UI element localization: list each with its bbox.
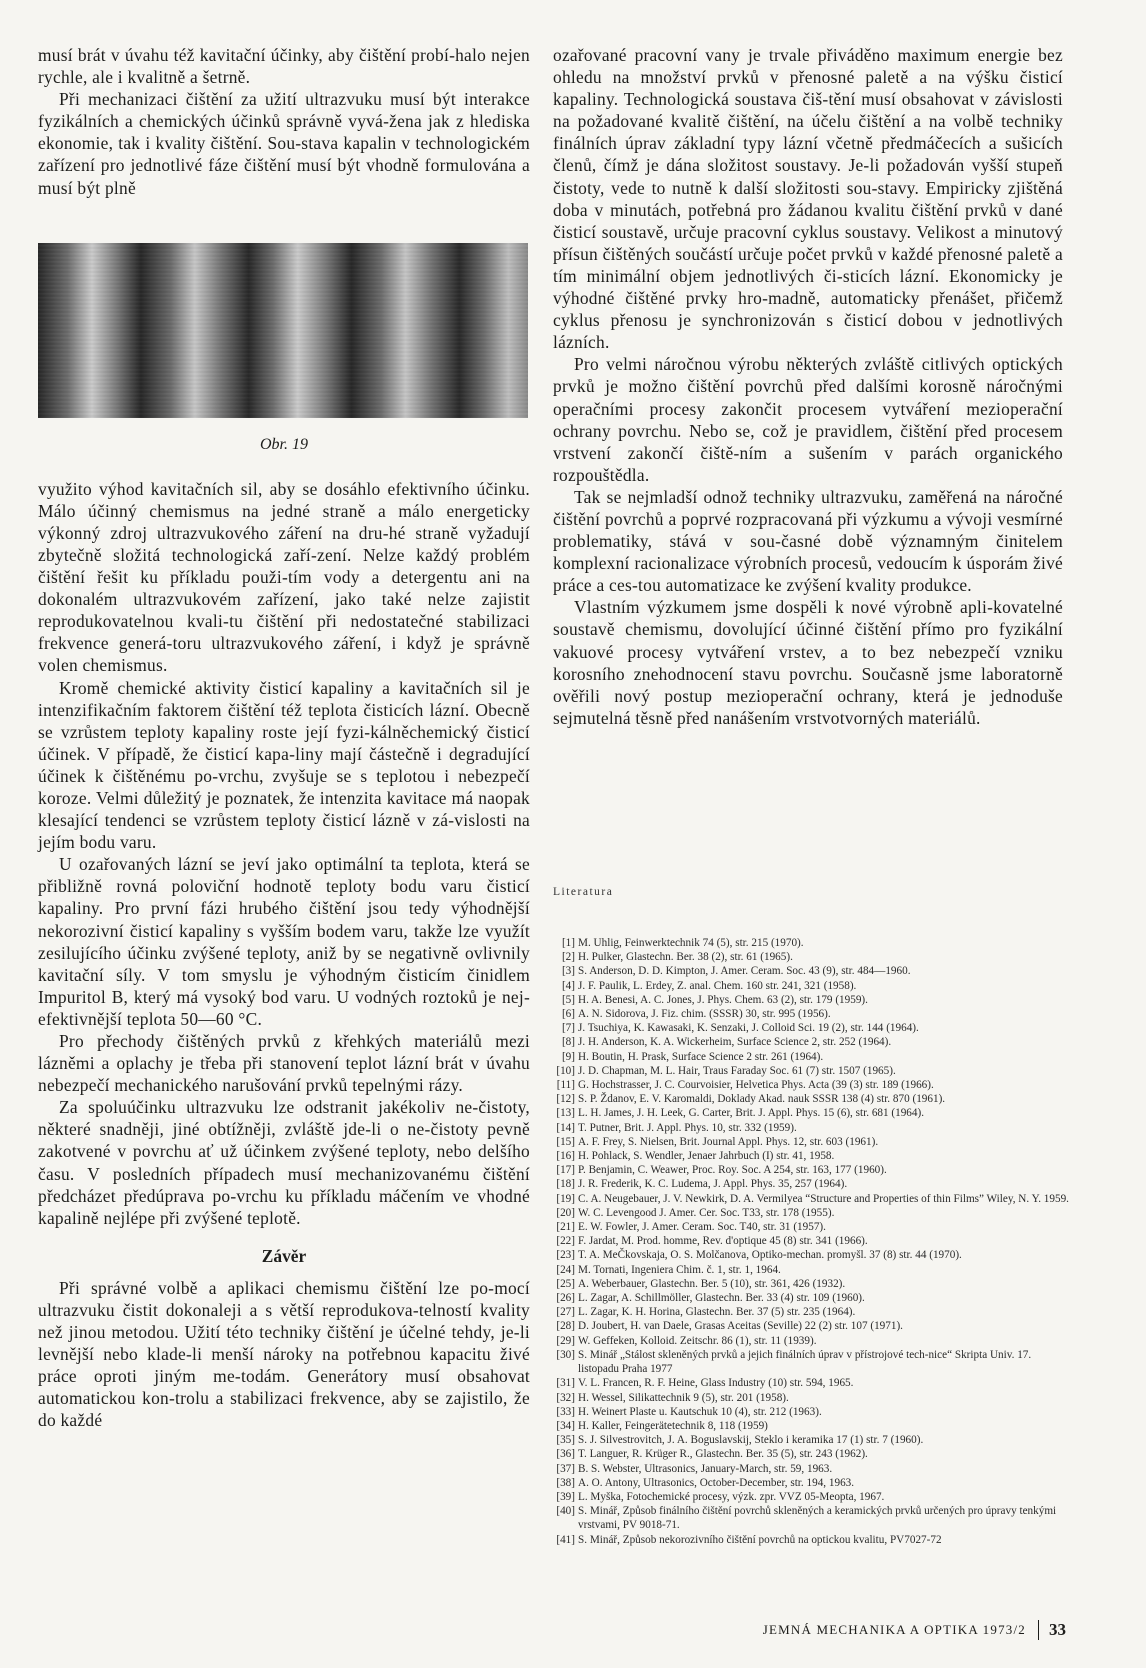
reference-text: V. L. Francen, R. F. Heine, Glass Industry (10) str. 594, 1965.: [578, 1377, 854, 1390]
reference-text: S. P. Ždanov, E. V. Karomaldi, Doklady Akad. nauk SSSR 138 (4) str. 870 (1961).: [578, 1093, 946, 1106]
reference-item: [553, 1035, 1073, 1049]
reference-number: [23]: [556, 1249, 575, 1262]
reference-text: H. Weinert Plaste u. Kautschuk 10 (4), str. 212 (1963).: [578, 1405, 822, 1418]
paragraph: U ozařovaných lázní se jeví jako optimální ta teplota, která se přibližně rovná poloviční hodnotě teploty bodu varu čisticí kapaliny. Pro první fázi hrubého čištění jsou tedy výhodnější nekorozivní čisticí kapaliny s vyšším bodem varu, takže lze využít zesilujícího účinku zvýšené teploty, aniž by se negativně ovlivnily kavitační síly. V tom smyslu je výhodným čisticím činidlem Impuritol B, který má vysoký bod varu. U vodných roztoků je nej-efektivnější teplota 50—60 °C.: [38, 854, 530, 1029]
reference-text: A. O. Antony, Ultrasonics, October-December, str. 194, 1963.: [578, 1476, 855, 1489]
reference-number: [4]: [561, 979, 575, 992]
reference-item: [553, 1248, 1073, 1262]
reference-text: T. Putner, Brit. J. Appl. Phys. 10, str. 332 (1959).: [578, 1121, 797, 1134]
reference-number: [18]: [556, 1178, 575, 1191]
reference-number: [9]: [561, 1050, 575, 1063]
reference-text: S. Minář „Stálost skleněných prvků a jejich finálních úprav v přístrojové tech-nice“ Skripta Univ. 17. listopadu Praha 1977: [578, 1348, 1032, 1376]
paragraph: Tak se nejmladší odnož techniky ultrazvuku, zaměřená na náročné čištění povrchů a poprvé rozpracovaná při výzkumu a vývoji vesmírné problematiky, stává v sou-časné době významným činitelem komplexní racionalizace výrobních procesů, vedoucím k úsporám živé práce a ces-tou automatizace ke zvýšení kvality produkce.: [553, 486, 1063, 596]
footer-divider: [1038, 1620, 1039, 1640]
reference-number: [5]: [561, 993, 575, 1006]
reference-number: [25]: [556, 1277, 575, 1290]
reference-number: [3]: [561, 965, 575, 978]
reference-item: [553, 1163, 1073, 1177]
reference-item: [553, 936, 1073, 950]
reference-item: [553, 1149, 1073, 1163]
right-column: [553, 44, 1063, 729]
reference-text: E. W. Fowler, J. Amer. Ceram. Soc. T40, str. 31 (1957).: [578, 1221, 826, 1234]
reference-item: [553, 1121, 1073, 1135]
reference-text: H. Boutin, H. Prask, Surface Science 2 str. 261 (1964).: [578, 1050, 824, 1063]
reference-number: [17]: [556, 1164, 575, 1177]
reference-item: [553, 1092, 1073, 1106]
reference-item: [553, 1277, 1073, 1291]
reference-number: [22]: [556, 1235, 575, 1248]
reference-number: [36]: [556, 1448, 575, 1461]
paragraph: Při mechanizaci čištění za užití ultrazvuku musí být interakce fyzikálních a chemických účinků správně vyvá-žena jak z hlediska ekonomie, tak i kvality čištění. Sou-stava kapalin v technologickém zařízení pro jednotlivé fáze čištění musí být vhodně formulována a musí být plně: [38, 89, 530, 198]
reference-item: [553, 1192, 1073, 1206]
reference-item: [553, 1064, 1073, 1078]
paragraph: Vlastním výzkumem jsme dospěli k nové výrobně apli-kovatelné soustavě chemismu, dovolující účinné čištění přímo pro fyzikální vakuové procesy vytváření vrstev, a to bez nebezpečí vzniku korosního znehodnocení stavu povrchu. Současně jsme laboratorně ověřili nový postup mezioperační ochrany, která je jednoduše sejmutelná těsně před nanášením vrstvotvorných materiálů.: [553, 597, 1063, 728]
reference-number: [28]: [556, 1320, 575, 1333]
reference-number: [41]: [556, 1533, 575, 1546]
reference-item: [553, 1447, 1073, 1461]
reference-item: [553, 1291, 1073, 1305]
reference-number: [24]: [556, 1263, 575, 1276]
reference-number: [37]: [556, 1462, 575, 1475]
reference-text: H. Kaller, Feingerätetechnik 8, 118 (1959): [578, 1419, 768, 1432]
reference-text: S. Anderson, D. D. Kimpton, J. Amer. Ceram. Soc. 43 (9), str. 484—1960.: [578, 965, 911, 978]
reference-item: [553, 1319, 1073, 1333]
reference-text: C. A. Neugebauer, J. V. Newkirk, D. A. Vermilyea “Structure and Properties of thin Films” Wiley, N. Y. 1959.: [578, 1192, 1069, 1205]
reference-text: A. Weberbauer, Glastechn. Ber. 5 (10), str. 361, 426 (1932).: [578, 1277, 846, 1290]
reference-number: [32]: [556, 1391, 575, 1404]
reference-number: [2]: [561, 951, 575, 964]
reference-item: [553, 979, 1073, 993]
reference-number: [33]: [556, 1405, 575, 1418]
reference-number: [31]: [556, 1377, 575, 1390]
reference-number: [10]: [556, 1064, 575, 1077]
reference-text: T. Languer, R. Krüger R., Glastechn. Ber. 35 (5), str. 243 (1962).: [578, 1448, 868, 1461]
reference-text: H. Pohlack, S. Wendler, Jenaer Jahrbuch (I) str. 41, 1958.: [578, 1150, 835, 1163]
reference-item: [553, 1177, 1073, 1191]
reference-text: P. Benjamin, C. Weawer, Proc. Roy. Soc. A 254, str. 163, 177 (1960).: [578, 1164, 887, 1177]
reference-item: [553, 1078, 1073, 1092]
reference-item: [553, 1419, 1073, 1433]
reference-number: [8]: [561, 1036, 575, 1049]
reference-text: L. Zagar, A. Schillmöller, Glastechn. Ber. 33 (4) str. 109 (1960).: [578, 1292, 865, 1305]
reference-item: [553, 1490, 1073, 1504]
reference-item: [553, 1263, 1073, 1277]
reference-text: B. S. Webster, Ultrasonics, January-March, str. 59, 1963.: [578, 1462, 833, 1475]
reference-text: T. A. MeČkovskaja, O. S. Molčanova, Optiko-mechan. promyšl. 37 (8) str. 44 (1970).: [578, 1249, 962, 1262]
reference-number: [35]: [556, 1434, 575, 1447]
reference-number: [39]: [556, 1490, 575, 1503]
paragraph: Při správné volbě a aplikaci chemismu čištění lze po-mocí ultrazvuku čistit dokonaleji a s větší reprodukova-telností kvality než jinou metodou. Užití této techniky čištění je účelné tehdy, je-li levnější nebo klade-li menší nároky na potřebnou kapacitu živé práce oproti jiným me-todám. Generátory musí obsahovat automatickou kon-trolu a stabilizaci frekvence, aby se zajistilo, že do každé: [38, 1277, 530, 1431]
reference-text: A. N. Sidorova, J. Fiz. chim. (SSSR) 30, str. 995 (1956).: [578, 1008, 831, 1021]
reference-number: [20]: [556, 1206, 575, 1219]
paragraph: Pro přechody čištěných prvků z křehkých materiálů mezi lázněmi a oplachy je třeba při stanovení teplot lázní brát v úvahu nebezpečí mechanického narušování prvků tepelnými rázy.: [38, 1031, 530, 1096]
reference-text: J. F. Paulik, L. Erdey, Z. anal. Chem. 160 str. 241, 321 (1958).: [578, 979, 857, 992]
reference-number: [30]: [556, 1348, 575, 1361]
reference-number: [13]: [556, 1107, 575, 1120]
reference-text: F. Jardat, M. Prod. homme, Rev. d'optique 45 (8) str. 341 (1966).: [578, 1235, 868, 1248]
paragraph: Kromě chemické aktivity čisticí kapaliny a kavitačních sil je intenzifikačním faktorem čištění též teplota čisticích lázní. Obecně se vzrůstem teploty kapaliny roste její fyzi-kálněchemický čisticí účinek. V případě, že čisticí kapa-liny mají částečně i degradující účinek k čištěnému po-vrchu, zvyšuje se s teplotou i nebezpečí koroze. Velmi důležitý je poznatek, že intenzita kavitace má naopak klesající tendenci se vzrůstem teploty čisticí lázně v zá-vislosti na jejím bodu varu.: [38, 677, 530, 853]
reference-number: [7]: [561, 1022, 575, 1035]
reference-number: [26]: [556, 1292, 575, 1305]
reference-item: [553, 964, 1073, 978]
references-list: [553, 936, 1073, 1547]
reference-text: M. Tornati, Ingeniera Chim. č. 1, str. 1, 1964.: [578, 1263, 781, 1276]
reference-text: S. Minář, Způsob finálního čištění povrchů skleněných a keramických prvků určených pro úpravy tenkými vrstvami, PV 9018-71.: [578, 1505, 1057, 1532]
reference-text: S. Minář, Způsob nekorozivního čištění povrchů na optickou kvalitu, PV7027-72: [578, 1533, 942, 1546]
paragraph: Za spoluúčinku ultrazvuku lze odstranit jakékoliv ne-čistoty, některé snadněji, jiné obtížněji, zvláště jde-li o ne-čistoty pevně zakotvené v povrchu ať už účinkem zvýšené teploty, nebo delšího času. V posledních případech musí mechanizovanému čištění předcházet předúprava po-vrchu ku příkladu máčením ve vhodné kapalině nejlépe při zvýšené teplotě.: [38, 1097, 530, 1228]
reference-number: [34]: [556, 1419, 575, 1432]
reference-item: [553, 1106, 1073, 1120]
page-number: 33: [1049, 1620, 1066, 1639]
reference-text: W. Geffeken, Kolloid. Zeitschr. 86 (1), str. 11 (1939).: [578, 1334, 817, 1347]
reference-number: [21]: [556, 1221, 575, 1234]
reference-text: D. Joubert, H. van Daele, Grasas Aceitas (Seville) 22 (2) str. 107 (1971).: [578, 1320, 903, 1333]
reference-text: J. H. Anderson, K. A. Wickerheim, Surface Science 2, str. 252 (1964).: [578, 1036, 892, 1049]
reference-item: [553, 1391, 1073, 1405]
reference-item: [553, 1007, 1073, 1021]
reference-number: [16]: [556, 1150, 575, 1163]
reference-text: L. H. James, J. H. Leek, G. Carter, Brit. J. Appl. Phys. 15 (6), str. 681 (1964).: [578, 1107, 925, 1120]
reference-text: W. C. Levengood J. Amer. Cer. Soc. T33, str. 178 (1955).: [578, 1206, 835, 1219]
reference-number: [11]: [556, 1079, 575, 1092]
reference-number: [38]: [556, 1476, 575, 1489]
reference-item: [553, 1334, 1073, 1348]
reference-item: [553, 993, 1073, 1007]
reference-number: [15]: [556, 1135, 575, 1148]
reference-number: [12]: [556, 1093, 575, 1106]
reference-number: [14]: [556, 1121, 575, 1134]
reference-text: L. Myška, Fotochemické procesy, výzk. zpr. VVZ 05-Meopta, 1967.: [578, 1490, 885, 1503]
left-column: [38, 44, 530, 1432]
reference-number: [1]: [561, 937, 575, 949]
reference-text: J. D. Chapman, M. L. Hair, Traus Faraday Soc. 61 (7) str. 1507 (1965).: [578, 1064, 896, 1077]
reference-text: H. Wessel, Silikattechnik 9 (5), str. 201 (1958).: [578, 1391, 789, 1404]
reference-number: [27]: [556, 1306, 575, 1319]
reference-item: [553, 1504, 1073, 1532]
paragraph: využito výhod kavitačních sil, aby se dosáhlo efektivního účinku. Málo účinný chemismus na jedné straně a málo energeticky výkonný zdroj ultrazvukového záření na dru-hé straně vyžadují zbytečně složitá technologická zaří-zení. Nelze každý problém čištění řešit ku příkladu použi-tím vody a detergentu ani na dokonalém ultrazvukovém zařízení, jako také nelze zajistit reprodukovatelnou kvali-tu čištění při nedostatečné stabilizaci frekvence generá-toru ultrazvukového záření, i když je správně volen chemismus.: [38, 478, 530, 676]
reference-item: [553, 1305, 1073, 1319]
references-title: Literatura: [553, 886, 614, 898]
paragraph: Pro velmi náročnou výrobu některých zvláště citlivých optických prvků je možno čištění povrchů před dalšími korosně náročnými operačními procesy zakončit procesem vytváření mezioperační ochrany povrchu. Nebo se, což je pravidlem, čištění před procesem vrstvení zakončí čiště-ním a sušením v parách organického rozpouštědla.: [553, 354, 1063, 485]
figure-caption: Obr. 19: [259, 435, 308, 453]
reference-item: [553, 1405, 1073, 1419]
reference-item: [553, 1021, 1073, 1035]
paragraph: ozařované pracovní vany je trvale přiváděno maximum energie bez ohledu na množství prvků v přenosné paletě a na výšku čisticí kapaliny. Technologická soustava čiš-tění musí obsahovat v závislosti na požadované kvalitě čištění, na účelu čištění a na volbě techniky finálních úprav základní typy lázní včetně předmáčecích a sušicích členů, čímž je dána složitost soustavy. Je-li požadován vyšší stupeň čistoty, vede to nutně k další složitosti sou-stavy. Empiricky zjištěná doba v minutách, potřebná pro žádanou kvalitu čištění prvků v dané čisticí soustavě, určuje pracovní cyklus soustavy. Velikost a minutový přísun čištěných součástí určuje počet prvků v každé přenosné paletě a tím minimální objem jednotlivých či-sticích lázní. Ekonomicky je výhodné čištěné prvky hro-madně, automaticky přenášet, přičemž cyklus přenosu je synchronizován s čisticí dobou v jednotlivých lázních.: [553, 45, 1063, 353]
reference-item: [553, 1376, 1073, 1390]
reference-number: [40]: [556, 1505, 575, 1518]
reference-text: H. A. Benesi, A. C. Jones, J. Phys. Chem. 63 (2), str. 179 (1959).: [578, 993, 868, 1006]
reference-item: [553, 1234, 1073, 1248]
page-footer: [726, 1620, 1066, 1640]
reference-number: [19]: [556, 1192, 575, 1205]
reference-item: [553, 950, 1073, 964]
reference-text: H. Pulker, Glastechn. Ber. 38 (2), str. 61 (1965).: [578, 951, 793, 964]
section-heading: Závěr: [261, 1245, 307, 1266]
reference-item: [553, 1462, 1073, 1476]
reference-number: [29]: [556, 1334, 575, 1347]
reference-text: A. F. Frey, S. Nielsen, Brit. Journal Appl. Phys. 12, str. 603 (1961).: [578, 1135, 879, 1148]
paragraph: musí brát v úvahu též kavitační účinky, aby čištění probí-halo nejen rychle, ale i kvalitně a šetrně.: [38, 45, 530, 88]
reference-item: [553, 1135, 1073, 1149]
reference-text: M. Uhlig, Feinwerktechnik 74 (5), str. 215 (1970).: [578, 937, 804, 949]
journal-name: JEMNÁ MECHANIKA A OPTIKA 1973/2: [762, 1622, 1026, 1637]
reference-text: S. J. Silvestrovitch, J. A. Boguslavskij, Steklo i keramika 17 (1) str. 7 (1960).: [578, 1434, 924, 1447]
reference-text: J. Tsuchiya, K. Kawasaki, K. Senzaki, J. Colloid Sci. 19 (2), str. 144 (1964).: [578, 1022, 919, 1035]
reference-item: [553, 1433, 1073, 1447]
figure-image: [38, 243, 528, 418]
reference-number: [6]: [561, 1008, 575, 1021]
reference-item: [553, 1220, 1073, 1234]
reference-text: L. Zagar, K. H. Horina, Glastechn. Ber. 37 (5) str. 235 (1964).: [578, 1306, 856, 1319]
reference-item: [553, 1050, 1073, 1064]
reference-text: G. Hochstrasser, J. C. Courvoisier, Helvetica Phys. Acta (39 (3) str. 189 (1966).: [578, 1079, 934, 1092]
reference-item: [553, 1348, 1073, 1376]
reference-item: [553, 1533, 1073, 1547]
reference-text: J. R. Frederik, K. C. Ludema, J. Appl. Phys. 35, 257 (1964).: [578, 1178, 848, 1191]
reference-item: [553, 1206, 1073, 1220]
reference-item: [553, 1476, 1073, 1490]
